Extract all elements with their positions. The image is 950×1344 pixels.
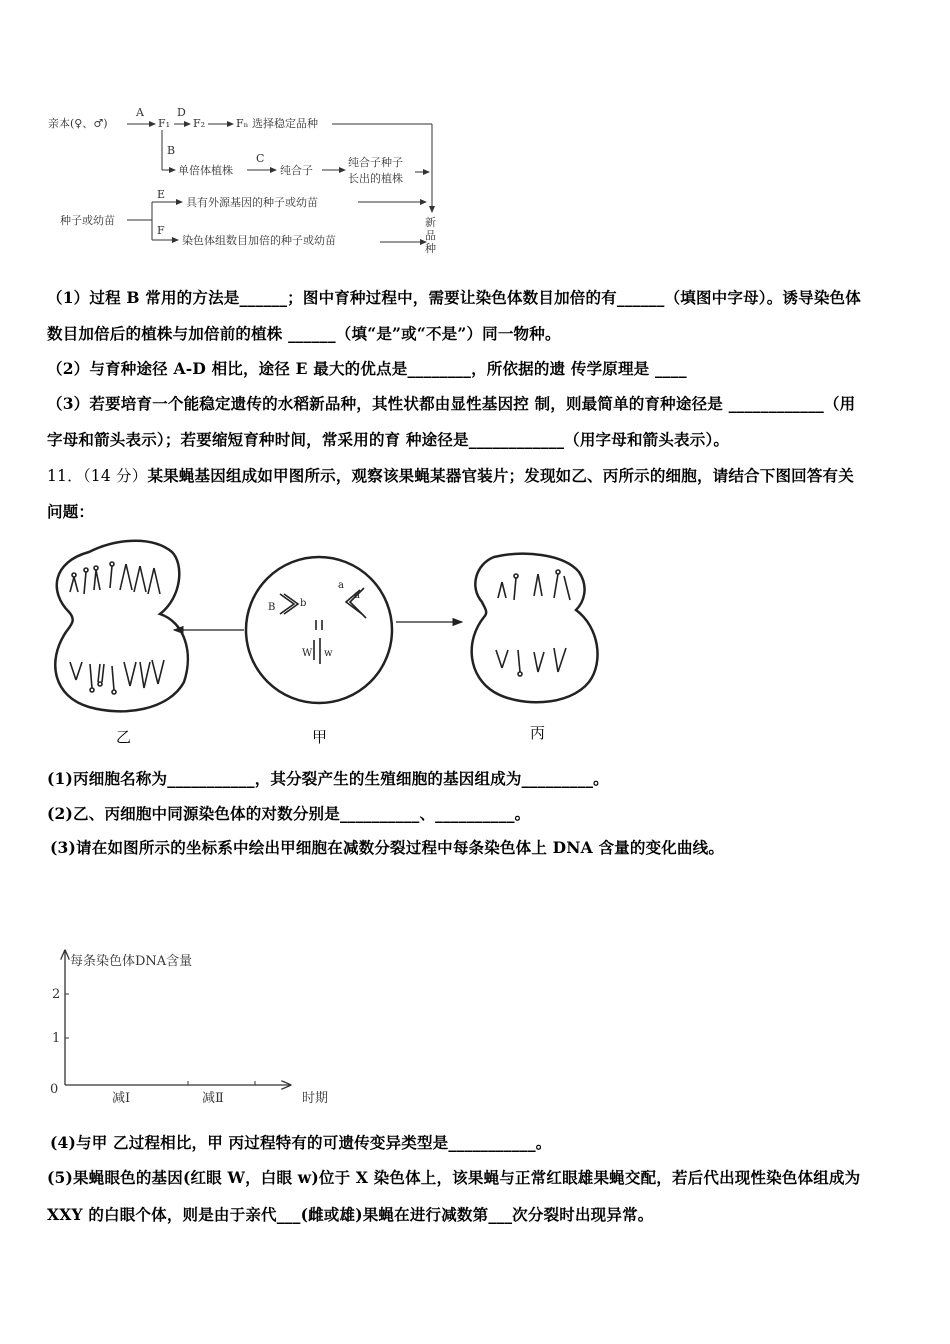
label-c: C <box>256 152 265 165</box>
gene-a-1: a <box>338 580 344 591</box>
select-label: 选择稳定品种 <box>252 117 318 130</box>
q11-sub-1: (1)丙细胞名称为___________，其分裂产生的生殖细胞的基因组成为_________。 <box>47 769 609 788</box>
yi-chromosomes-bottom <box>70 660 164 694</box>
new-variety-3: 种 <box>425 242 436 255</box>
q11-sub-2: (2)乙、丙细胞中同源染色体的对数分别是__________、__________。 <box>47 804 531 823</box>
q10-line-4: （3）若要培育一个能稳定遗传的水稻新品种，其性状都由显性基因控 制，则最简单的育种途径是 ____________（用 <box>47 394 856 413</box>
gene-B: B <box>268 602 276 613</box>
bing-cell <box>472 554 598 702</box>
f1-label: F₁ <box>158 117 171 130</box>
q10-line-5: 字母和箭头表示）；若要缩短育种时间，常采用的育 种途径是____________（用字母和箭头表示）。 <box>47 430 730 449</box>
breeding-flow-diagram <box>40 100 460 260</box>
jia-label: 甲 <box>312 728 328 746</box>
label-b: B <box>167 144 176 157</box>
jia-cell <box>246 557 392 703</box>
x-axis-label: 时期 <box>302 1091 329 1106</box>
dna-content-chart <box>40 945 370 1110</box>
label-d: D <box>177 106 186 119</box>
foreign-label: 具有外源基因的种子或幼苗 <box>186 196 318 209</box>
new-variety-2: 品 <box>425 229 436 242</box>
y-axis-label: 每条染色体DNA含量 <box>70 954 193 969</box>
q11-sub-4: (4)与甲 乙过程相比，甲 丙过程特有的可遗传变异类型是___________。 <box>50 1133 552 1152</box>
yi-label: 乙 <box>116 728 132 746</box>
haploid-label: 单倍体植株 <box>178 164 233 177</box>
bing-chromosomes <box>496 570 570 676</box>
parent-label: 亲本(♀、♂) <box>48 117 108 130</box>
label-f: F <box>157 224 165 237</box>
cell-diagrams <box>44 532 614 747</box>
gene-W: W <box>302 648 313 659</box>
pureseed-label-1: 纯合子种子 <box>348 156 403 169</box>
gene-b: b <box>300 598 307 609</box>
y-tick-1: 1 <box>52 1031 61 1046</box>
f2-label: F₂ <box>193 117 206 130</box>
x-category-2: 减Ⅱ <box>202 1091 224 1106</box>
seedling-label: 种子或幼苗 <box>60 214 115 227</box>
label-e: E <box>157 188 166 201</box>
yi-chromosomes-top <box>70 562 160 594</box>
q10-line-3: （2）与育种途径 A-D 相比，途径 E 最大的优点是________，所依据的遗 传学原理是 ____ <box>47 359 687 378</box>
gene-a-2: a <box>354 590 360 601</box>
new-variety-1: 新 <box>425 216 436 229</box>
y-tick-2: 2 <box>52 987 61 1002</box>
pureseed-label-2: 长出的植株 <box>348 172 403 185</box>
y-tick-0: 0 <box>50 1082 59 1097</box>
q11-sub-5: (5)果蝇眼色的基因(红眼 W，白眼 w)位于 X 染色体上，该果蝇与正常红眼雄果蝇交配，若后代出现性染色体组成为 <box>47 1168 861 1187</box>
q11-line-1 <box>47 464 854 486</box>
q10-line-1: （1）过程 B 常用的方法是______；图中育种过程中，需要让染色体数目加倍的有______（填图中字母）。诱导染色体 <box>47 288 861 307</box>
fn-label: Fₙ <box>236 117 249 130</box>
yi-cell <box>55 541 188 712</box>
q11-text: 某果蝇基因组成如甲图所示，观察该果蝇某器官装片；发现如乙、丙所示的细胞，请结合下图回答有关 <box>147 466 854 485</box>
label-a: A <box>136 106 144 119</box>
q11-line-2: 问题： <box>47 502 95 521</box>
pure-label: 纯合子 <box>280 164 313 177</box>
x-category-1: 减Ⅰ <box>112 1091 131 1106</box>
q10-line-2: 数目加倍后的植株与加倍前的植株 ______（填“是”或“不是”）同一物种。 <box>47 324 561 343</box>
gene-w: w <box>324 648 333 659</box>
bing-label: 丙 <box>530 724 546 742</box>
q11-number: 11．（14 分） <box>47 467 148 485</box>
doubled-label: 染色体组数目加倍的种子或幼苗 <box>182 234 336 247</box>
q11-sub-6: XXY 的白眼个体，则是由于亲代___(雌或雄)果蝇在进行减数第___次分裂时出现异常。 <box>47 1205 654 1224</box>
q11-sub-3: (3)请在如图所示的坐标系中绘出甲细胞在减数分裂过程中每条染色体上 DNA 含量的变化曲线。 <box>50 838 725 857</box>
